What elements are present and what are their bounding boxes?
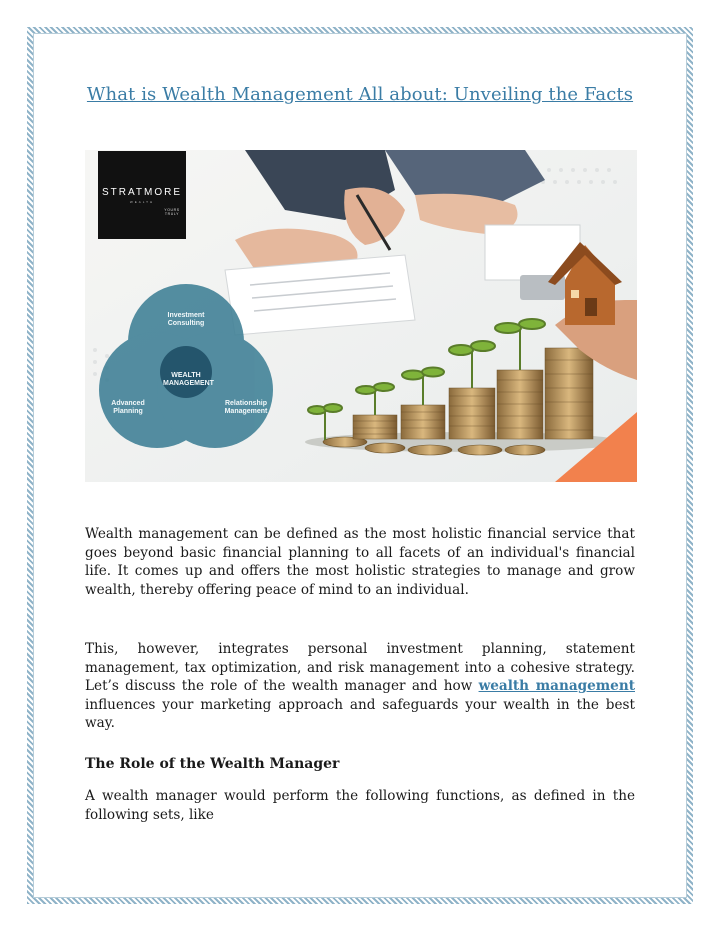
section-heading: The Role of the Wealth Manager [85, 756, 340, 772]
venn-label-center: WEALTH MANAGEMENT [163, 372, 214, 387]
paragraph-functions: A wealth manager would perform the following functions, as defined in the following sets, like [85, 788, 635, 823]
venn-label-relationship: Relationship Management [224, 400, 268, 415]
paragraph-integration-text-after: influences your marketing approach and safeguards your wealth in the best way. [85, 696, 635, 732]
paragraph-integration [85, 640, 635, 733]
venn-label-investment: Investment Consulting [167, 312, 205, 327]
page-title-link[interactable]: What is Wealth Management All about: Unveiling the Facts [86, 84, 634, 105]
paragraph-integration-text-before: This, however, integrates personal investment planning, statement management, tax optimization, and risk management into a cohesive strategy. Let’s discuss the role of the wealth manager and how [85, 641, 635, 695]
hero-image [85, 150, 637, 482]
wealth-management-link[interactable]: wealth management [478, 678, 635, 695]
logo-name: STRATMORE [101, 187, 183, 198]
venn-label-advanced: Advanced Planning [111, 400, 145, 415]
logo-subtitle: WEALTH [129, 200, 155, 204]
stratmore-logo [98, 151, 186, 239]
paragraph-intro: Wealth management can be defined as the most holistic financial service that goes beyond basic financial planning to all facets of an individual's financial life. It comes up and offers the most holistic strategies to manage and grow wealth, thereby offering peace of mind to an individual. [85, 526, 635, 598]
logo-tagline: YOURS TRULY [164, 208, 180, 216]
